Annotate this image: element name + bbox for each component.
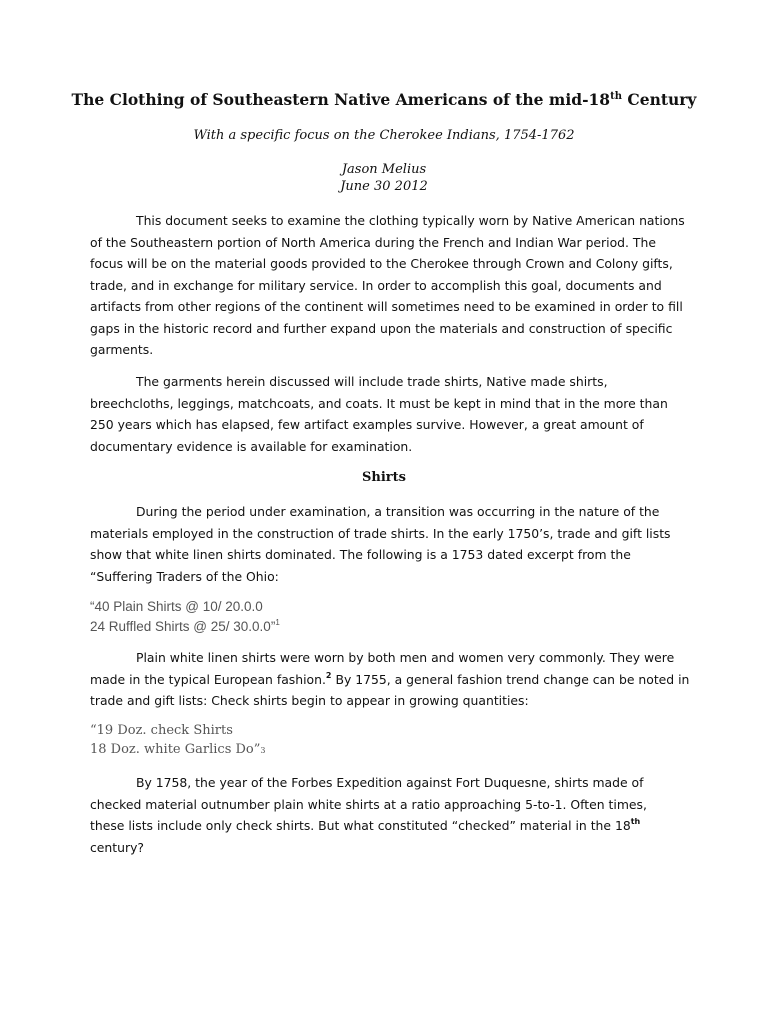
paragraph-line: documentary evidence is available for examination. xyxy=(90,438,413,454)
quote-line xyxy=(90,740,265,759)
footnote-marker: 3 xyxy=(260,746,266,755)
paragraph-line: This document seeks to examine the clothing typically worn by Native American nations xyxy=(136,213,685,228)
title-superscript: th xyxy=(610,91,622,102)
paragraph-line: 250 years which has elapsed, few artifact examples survive. However, a great amount of xyxy=(90,417,644,432)
paragraph-line: garments. xyxy=(90,342,154,357)
author-name: Jason Melius xyxy=(341,162,427,177)
paragraph-text: By 1755, a general fashion trend change can be noted in xyxy=(331,671,690,687)
section-heading-shirts: Shirts xyxy=(362,470,406,485)
paragraph-line: Plain white linen shirts were worn by both men and women very commonly. They were xyxy=(136,650,675,665)
paragraph-line xyxy=(90,669,690,691)
paragraph-line: materials employed in the construction of trade shirts. In the early 1750’s, trade and gift lists xyxy=(90,525,671,541)
document-subtitle: With a specific focus on the Cherokee Indians, 1754-1762 xyxy=(193,128,575,143)
quote-line-text: 24 Ruffled Shirts @ 25/ 30.0.0” xyxy=(90,619,276,634)
superscript: th xyxy=(630,817,641,826)
title-tail: Century xyxy=(621,90,697,109)
trade-list-quote-1 xyxy=(90,597,280,637)
author-block xyxy=(0,161,768,195)
paragraph-line: show that white linen shirts dominated. The following is a 1753 dated excerpt from the xyxy=(90,547,631,562)
garments-paragraph xyxy=(90,371,682,457)
paragraph-text: these lists include only check shirts. But what constituted “checked” material in the 18 xyxy=(90,818,631,833)
paragraph-line: breechcloths, leggings, matchcoats, and coats. It must be kept in mind that in the more than xyxy=(90,395,668,411)
quote-line: “19 Doz. check Shirts xyxy=(90,723,233,738)
paragraph-line: The garments herein discussed will include trade shirts, Native made shirts, xyxy=(136,374,608,389)
quote-line-text: 18 Doz. white Garlics Do” xyxy=(90,742,261,757)
paragraph-line: checked material outnumber plain white shirts at a ratio approaching 5-to-1. Often times, xyxy=(90,796,647,812)
paragraph-text: made in the typical European fashion. xyxy=(90,671,326,687)
paragraph-line: By 1758, the year of the Forbes Expedition against Fort Duquesne, shirts made of xyxy=(136,775,644,790)
paragraph-line: “Suffering Traders of the Ohio: xyxy=(90,568,279,584)
quote-line xyxy=(90,617,280,637)
paragraph-line xyxy=(90,815,682,837)
forbes-paragraph xyxy=(90,772,682,858)
footnote-marker: 1 xyxy=(275,618,280,627)
paragraph-line: gaps in the historic record and further expand upon the materials and construction of specific xyxy=(90,320,673,336)
title-main: The Clothing of Southeastern Native Americans of the mid-18 xyxy=(71,90,611,109)
intro-paragraph xyxy=(90,210,685,361)
paragraph-line: focus will be on the material goods provided to the Cherokee through Crown and Colony gifts, xyxy=(90,256,673,271)
paragraph-line: of the Southeastern portion of North America during the French and Indian War period. The xyxy=(90,234,656,250)
footnote-marker: 2 xyxy=(325,670,332,680)
trade-list-quote-2 xyxy=(90,721,265,759)
document-date: June 30 2012 xyxy=(340,179,428,194)
plain-shirts-paragraph xyxy=(90,647,690,712)
document-title xyxy=(0,89,768,111)
shirts-paragraph xyxy=(90,501,682,587)
paragraph-line: trade and gift lists: Check shirts begin to appear in growing quantities: xyxy=(90,693,529,708)
quote-line: “40 Plain Shirts @ 10/ 20.0.0 xyxy=(90,599,263,614)
paragraph-line: trade, and in exchange for military service. In order to accomplish this goal, documents and xyxy=(90,277,662,293)
paragraph-line: artifacts from other regions of the continent will sometimes need to be examined in order to fill xyxy=(90,299,683,314)
paragraph-line: During the period under examination, a transition was occurring in the nature of the xyxy=(136,504,660,519)
paragraph-line: century? xyxy=(90,839,145,855)
